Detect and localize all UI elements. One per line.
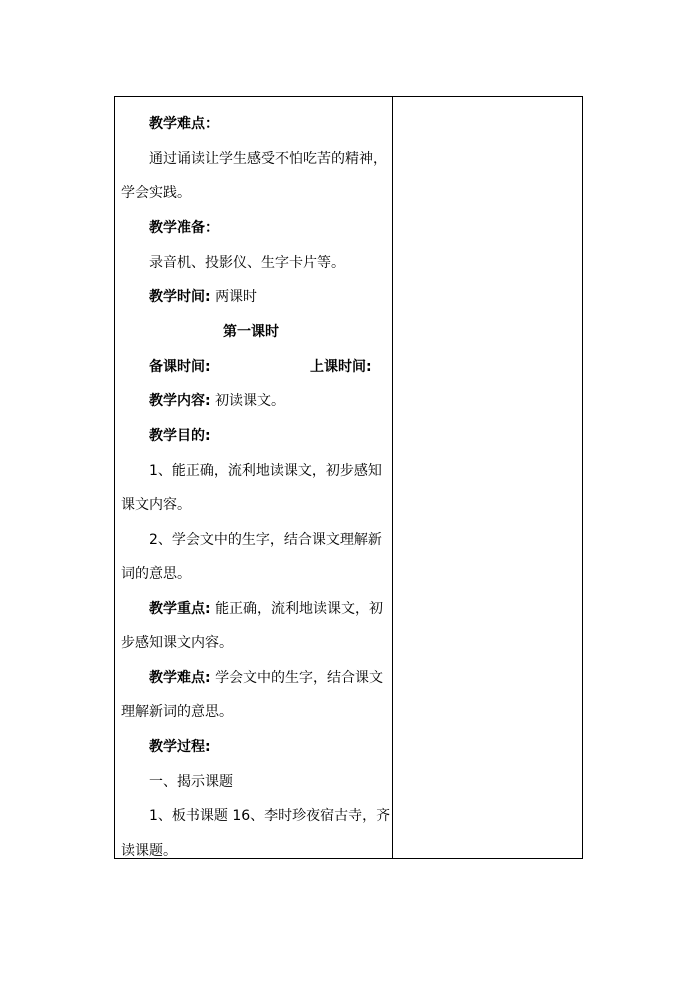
preparation-text: 录音机、投影仪、生字卡片等。 <box>149 255 345 271</box>
teaching-content-value: 初读课文。 <box>215 393 286 409</box>
step-1-line-2: 读课题。 <box>121 843 177 859</box>
objectives-heading: 教学目的: <box>149 428 211 444</box>
process-heading: 教学过程: <box>149 739 211 755</box>
difficulty-2-text-line-2: 理解新词的意思。 <box>121 704 233 720</box>
teaching-time-value: 两课时 <box>215 289 258 305</box>
period-title: 第一课时 <box>223 324 279 340</box>
key-point-text-line-1: 能正确，流利地读课文，初 <box>215 601 384 617</box>
section-1-heading: 一、揭示课题 <box>149 774 233 790</box>
difficulty-2-label: 教学难点: <box>149 670 211 686</box>
difficulty-text-line-1: 通过诵读让学生感受不怕吃苦的精神， <box>149 151 387 167</box>
prep-time-label: 备课时间: <box>149 359 211 375</box>
difficulty-2-row <box>149 669 383 687</box>
objective-2-line-1: 2、学会文中的生字，结合课文理解新 <box>149 532 382 548</box>
notes-cell <box>393 97 582 858</box>
objective-2-line-2: 词的意思。 <box>121 566 191 582</box>
difficulty-text-line-2: 学会实践。 <box>121 185 191 201</box>
lesson-plan-table <box>114 96 583 859</box>
teaching-content-row <box>149 392 285 410</box>
objective-1-line-2: 课文内容。 <box>121 497 191 513</box>
key-point-row <box>149 600 383 618</box>
teaching-time-label: 教学时间: <box>149 289 211 305</box>
objective-1-line-1: 1、能正确，流利地读课文，初步感知 <box>149 463 382 479</box>
key-point-label: 教学重点: <box>149 601 211 617</box>
teaching-time-row <box>149 288 257 306</box>
difficulty-heading: 教学难点： <box>149 116 219 132</box>
difficulty-2-text-line-1: 学会文中的生字，结合课文 <box>215 670 384 686</box>
teaching-content-label: 教学内容: <box>149 393 211 409</box>
key-point-text-line-2: 步感知课文内容。 <box>121 635 233 651</box>
preparation-heading: 教学准备： <box>149 220 219 236</box>
step-1-line-1: 1、板书课题 16、李时珍夜宿古寺，齐 <box>149 808 391 824</box>
class-time-label: 上课时间: <box>310 359 372 375</box>
lesson-content-cell <box>115 97 392 858</box>
